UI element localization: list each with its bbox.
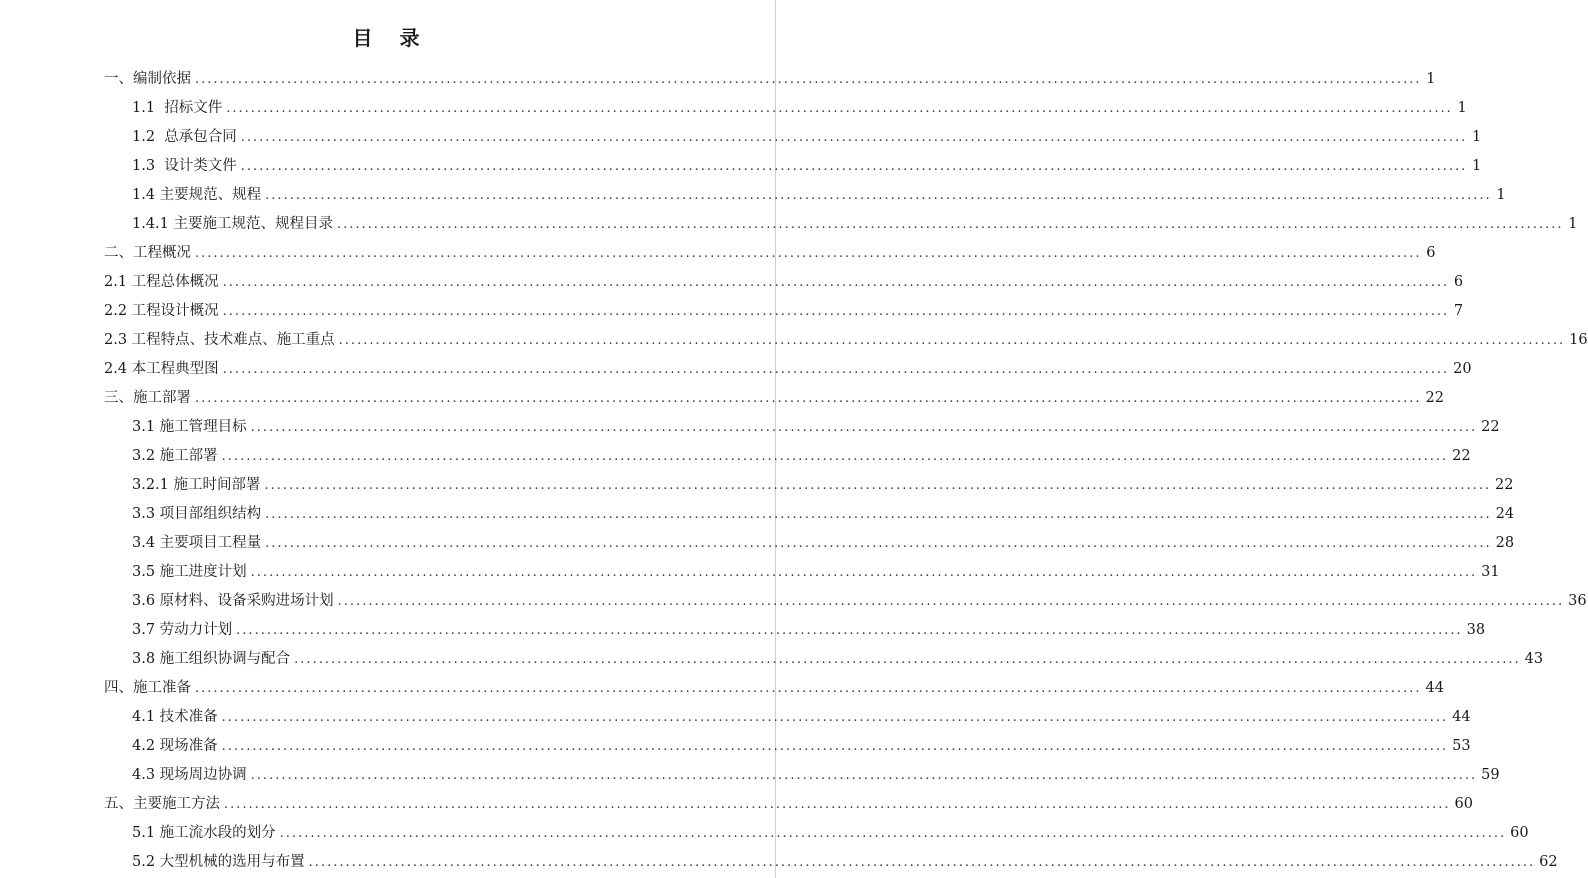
toc-entry-label: 4.1 技术准备	[132, 709, 218, 725]
toc-entry[interactable]	[104, 703, 1471, 732]
toc-dot-leader: ........................................................................................................................................................................................................	[224, 797, 1451, 812]
toc-dot-leader: ........................................................................................................................................................................................................	[250, 420, 1478, 435]
toc-entry-label: 2.3 工程特点、技术难点、施工重点	[104, 332, 335, 348]
toc-entry-page-number: 59	[1481, 767, 1500, 783]
toc-dot-leader: ........................................................................................................................................................................................................	[294, 652, 1521, 667]
toc-entry-label: 一、编制依据	[104, 71, 191, 87]
toc-entry-label: 1.3 设计类文件	[132, 158, 237, 174]
toc-dot-leader: ........................................................................................................................................................................................................	[279, 826, 1507, 841]
toc-entry-label: 3.8 施工组织协调与配合	[132, 651, 291, 667]
toc-dot-leader: ........................................................................................................................................................................................................	[265, 536, 1492, 551]
toc-entry-page-number: 43	[1524, 651, 1544, 667]
toc-entry[interactable]	[104, 558, 1500, 587]
toc-entry-label: 5.2 大型机械的选用与布置	[132, 854, 305, 870]
toc-entry-page-number: 44	[1452, 709, 1471, 725]
toc-dot-leader: ........................................................................................................................................................................................................	[221, 710, 1449, 725]
toc-entry[interactable]	[104, 413, 1500, 442]
toc-entry-page-number: 22	[1494, 477, 1514, 493]
toc-dot-leader: ........................................................................................................................................................................................................	[226, 101, 1453, 116]
toc-entry-label: 3.2.1 施工时间部署	[132, 477, 261, 493]
toc-entry-page-number: 28	[1495, 535, 1515, 551]
toc-entry-label: 3.4 主要项目工程量	[132, 535, 262, 551]
toc-dot-leader: ........................................................................................................................................................................................................	[250, 768, 1478, 783]
toc-entry-page-number: 36	[1568, 593, 1587, 609]
toc-dot-leader: ........................................................................................................................................................................................................	[338, 333, 1566, 348]
toc-entry-page-number: 53	[1452, 738, 1471, 754]
toc-dot-leader: ........................................................................................................................................................................................................	[240, 159, 1468, 174]
toc-entry[interactable]	[104, 268, 1464, 297]
toc-entry[interactable]	[104, 819, 1529, 848]
toc-entry-page-number: 22	[1452, 448, 1471, 464]
toc-entry[interactable]	[104, 761, 1500, 790]
toc-entry-page-number: 60	[1454, 796, 1473, 812]
toc-entry-page-number: 1	[1457, 100, 1467, 116]
toc-dot-leader: ........................................................................................................................................................................................................	[195, 246, 1422, 261]
toc-entry-label: 二、工程概况	[104, 245, 191, 261]
toc-entry[interactable]	[104, 65, 1436, 94]
toc-entry[interactable]	[104, 529, 1515, 558]
toc-entry[interactable]	[104, 384, 1444, 413]
toc-dot-leader: ........................................................................................................................................................................................................	[240, 130, 1468, 145]
toc-entry-page-number: 22	[1481, 419, 1500, 435]
toc-entry[interactable]	[104, 326, 1588, 355]
toc-entry[interactable]	[104, 210, 1578, 239]
toc-dot-leader: ........................................................................................................................................................................................................	[221, 739, 1449, 754]
toc-entry[interactable]	[104, 848, 1558, 877]
toc-entry-page-number: 6	[1426, 245, 1436, 261]
toc-entry-label: 2.1 工程总体概况	[104, 274, 219, 290]
toc-entry-page-number: 1	[1472, 129, 1482, 145]
toc-entry-page-number: 60	[1510, 825, 1529, 841]
toc-entry[interactable]	[104, 123, 1482, 152]
toc-entry-label: 1.1 招标文件	[132, 100, 223, 116]
toc-entry-label: 3.6 原材料、设备采购进场计划	[132, 593, 334, 609]
page-title: 目 录	[352, 26, 430, 50]
toc-entry-label: 2.4 本工程典型图	[104, 361, 219, 377]
toc-entry-label: 1.2 总承包合同	[132, 129, 237, 145]
toc-entry-page-number: 38	[1466, 622, 1486, 638]
toc-dot-leader: ........................................................................................................................................................................................................	[337, 217, 1564, 232]
toc-entry-label: 3.5 施工进度计划	[132, 564, 247, 580]
toc-entry-page-number: 1	[1568, 216, 1578, 232]
toc-entry-label: 3.7 劳动力计划	[132, 622, 233, 638]
toc-entry-label: 1.4 主要规范、规程	[132, 187, 262, 203]
toc-dot-leader: ........................................................................................................................................................................................................	[265, 188, 1492, 203]
toc-entry[interactable]	[104, 297, 1464, 326]
toc-dot-leader: ........................................................................................................................................................................................................	[222, 304, 1450, 319]
toc-dot-leader: ........................................................................................................................................................................................................	[308, 855, 1536, 870]
toc-entry-page-number: 22	[1425, 390, 1444, 406]
toc-entry-label: 四、施工准备	[104, 680, 191, 696]
toc-dot-leader: ........................................................................................................................................................................................................	[195, 72, 1422, 87]
toc-entry[interactable]	[104, 152, 1482, 181]
toc-dot-leader: ........................................................................................................................................................................................................	[265, 507, 1492, 522]
toc-entry-page-number: 62	[1539, 854, 1558, 870]
table-of-contents	[104, 65, 1588, 877]
toc-entry[interactable]	[104, 442, 1471, 471]
toc-entry-label: 3.3 项目部组织结构	[132, 506, 262, 522]
toc-entry-page-number: 1	[1496, 187, 1506, 203]
toc-entry[interactable]	[104, 674, 1444, 703]
toc-entry[interactable]	[104, 616, 1486, 645]
toc-entry-label: 1.4.1 主要施工规范、规程目录	[132, 216, 334, 232]
toc-entry-label: 3.1 施工管理目标	[132, 419, 247, 435]
toc-dot-leader: ........................................................................................................................................................................................................	[222, 275, 1450, 290]
toc-entry[interactable]	[104, 94, 1467, 123]
toc-entry-page-number: 24	[1495, 506, 1515, 522]
toc-entry-page-number: 1	[1472, 158, 1482, 174]
toc-entry-label: 5.1 施工流水段的划分	[132, 825, 276, 841]
toc-entry[interactable]	[104, 500, 1515, 529]
toc-entry-label: 三、施工部署	[104, 390, 191, 406]
toc-entry-page-number: 6	[1453, 274, 1464, 290]
toc-entry-label: 五、主要施工方法	[104, 796, 220, 812]
toc-entry[interactable]	[104, 645, 1544, 674]
toc-entry-label: 2.2 工程设计概况	[104, 303, 219, 319]
toc-dot-leader: ........................................................................................................................................................................................................	[250, 565, 1478, 580]
toc-entry-page-number: 7	[1453, 303, 1464, 319]
toc-dot-leader: ........................................................................................................................................................................................................	[236, 623, 1463, 638]
toc-dot-leader: ........................................................................................................................................................................................................	[222, 362, 1450, 377]
toc-entry[interactable]	[104, 587, 1587, 616]
toc-entry[interactable]	[104, 790, 1473, 819]
toc-dot-leader: ........................................................................................................................................................................................................	[264, 478, 1491, 493]
toc-entry-page-number: 1	[1426, 71, 1436, 87]
toc-dot-leader: ........................................................................................................................................................................................................	[337, 594, 1565, 609]
toc-entry-label: 4.3 现场周边协调	[132, 767, 247, 783]
toc-entry-page-number: 20	[1453, 361, 1472, 377]
toc-entry-label: 4.2 现场准备	[132, 738, 218, 754]
toc-entry-page-number: 44	[1425, 680, 1444, 696]
toc-entry[interactable]	[104, 732, 1471, 761]
toc-entry[interactable]	[104, 239, 1436, 268]
toc-entry-label: 3.2 施工部署	[132, 448, 218, 464]
toc-dot-leader: ........................................................................................................................................................................................................	[221, 449, 1449, 464]
toc-entry-page-number: 31	[1481, 564, 1500, 580]
toc-entry[interactable]	[104, 181, 1506, 210]
toc-entry-page-number: 16	[1569, 332, 1588, 348]
toc-entry[interactable]	[104, 355, 1472, 384]
toc-dot-leader: ........................................................................................................................................................................................................	[195, 681, 1422, 696]
toc-dot-leader: ........................................................................................................................................................................................................	[195, 391, 1422, 406]
toc-entry[interactable]	[104, 471, 1514, 500]
